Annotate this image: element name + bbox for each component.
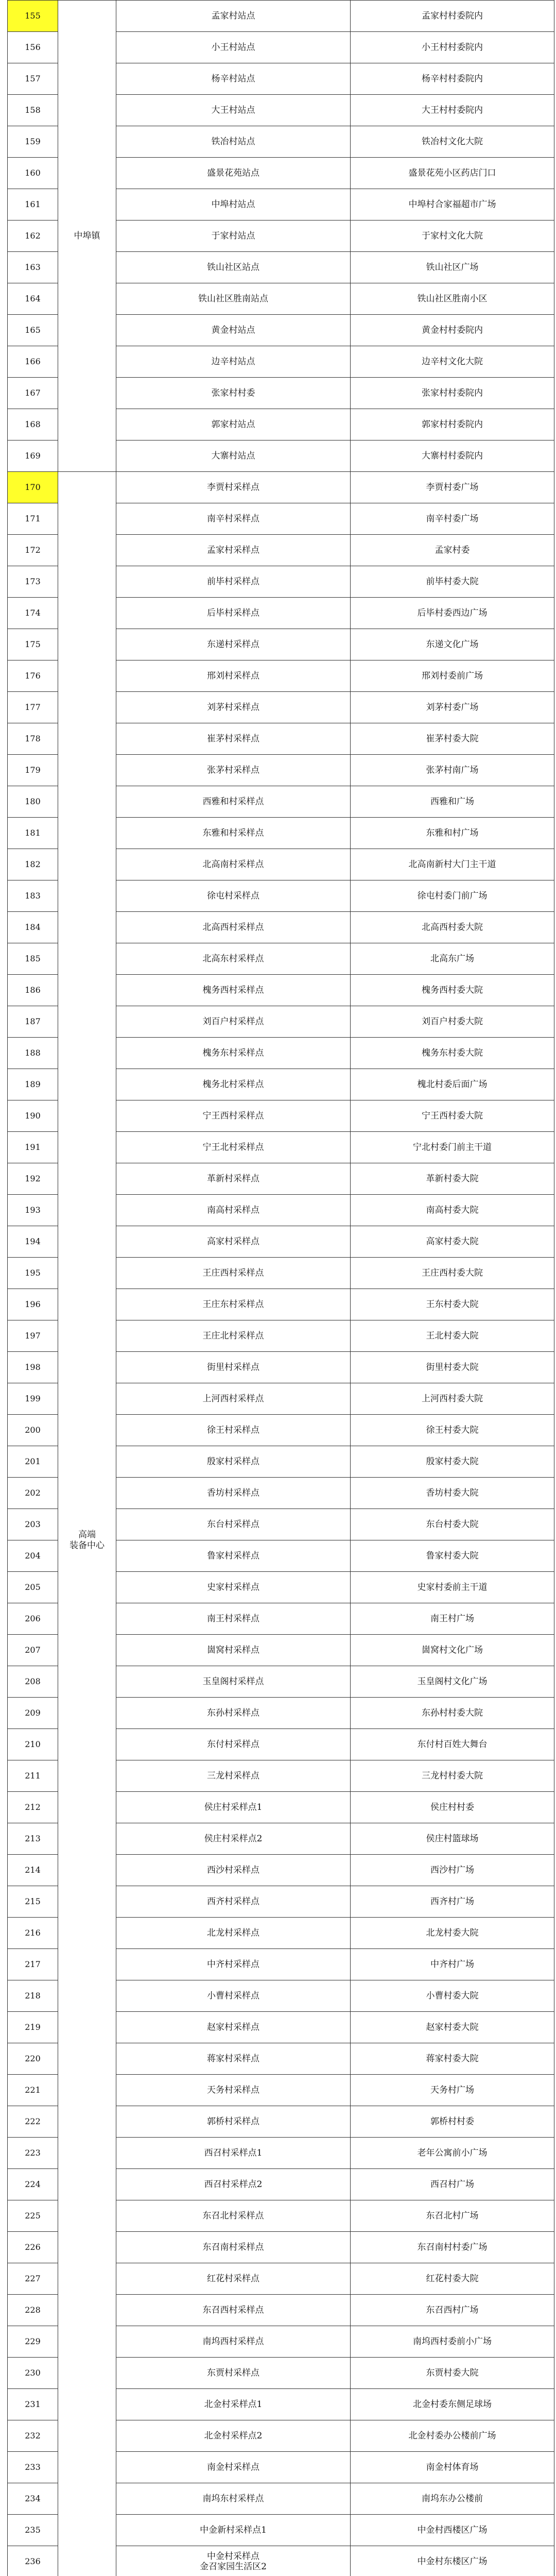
site-name-cell: 北龙村采样点 (116, 1918, 351, 1949)
site-address-cell: 南高村委大院 (351, 1195, 554, 1226)
row-number: 211 (8, 1760, 58, 1792)
site-address-cell: 东贾村委大院 (351, 2358, 554, 2389)
site-name-cell: 槐务北村采样点 (116, 1069, 351, 1100)
row-number: 176 (8, 660, 58, 692)
site-address-cell: 徐王村委大院 (351, 1415, 554, 1446)
row-number: 187 (8, 1006, 58, 1038)
row-number: 174 (8, 598, 58, 629)
site-address-cell: 孟家村委 (351, 535, 554, 566)
site-name-cell: 中金新村采样点1 (116, 2515, 351, 2546)
site-name-cell: 邢刘村采样点 (116, 660, 351, 692)
row-number: 202 (8, 1478, 58, 1509)
site-address-cell: 小王村村委院内 (351, 32, 554, 63)
row-number: 201 (8, 1446, 58, 1478)
site-address-cell: 邢刘村委前广场 (351, 660, 554, 692)
row-number: 162 (8, 221, 58, 252)
row-number: 214 (8, 1855, 58, 1886)
table-row (8, 1, 554, 32)
site-address-cell: 中金村东楼区广场 (351, 2546, 554, 2576)
site-address-cell: 铁山社区胜南小区 (351, 283, 554, 315)
site-name-cell: 铁山社区站点 (116, 252, 351, 283)
site-name-cell: 徐屯村采样点 (116, 880, 351, 912)
site-name-cell: 中埠村站点 (116, 189, 351, 221)
row-number: 186 (8, 975, 58, 1006)
site-name-cell: 鲁家村采样点 (116, 1540, 351, 1572)
site-address-cell: 北高东广场 (351, 943, 554, 975)
row-number: 167 (8, 378, 58, 409)
site-address-cell: 东召南村村委广场 (351, 2232, 554, 2263)
row-number: 157 (8, 63, 58, 95)
row-number: 179 (8, 755, 58, 786)
site-address-cell: 崮窝村文化广场 (351, 1635, 554, 1666)
town-cell: 高端 装备中心 (58, 472, 116, 2576)
row-number: 230 (8, 2358, 58, 2389)
site-address-cell: 张家村村委院内 (351, 378, 554, 409)
site-address-cell: 宁王西村委大院 (351, 1100, 554, 1132)
row-number: 161 (8, 189, 58, 221)
row-number: 165 (8, 315, 58, 346)
row-number: 177 (8, 692, 58, 723)
site-address-cell: 边辛村文化大院 (351, 346, 554, 378)
site-name-cell: 东召西村采样点 (116, 2295, 351, 2326)
site-name-cell: 黄金村站点 (116, 315, 351, 346)
row-number-highlighted: 170 (8, 472, 58, 503)
table-body (8, 1, 554, 2576)
site-address-cell: 东召西村广场 (351, 2295, 554, 2326)
site-name-cell: 槐务西村采样点 (116, 975, 351, 1006)
site-name-cell: 张茅村采样点 (116, 755, 351, 786)
site-name-cell: 崔茅村采样点 (116, 723, 351, 755)
site-name-cell: 东召北村采样点 (116, 2200, 351, 2232)
site-address-cell: 崔茅村委大院 (351, 723, 554, 755)
site-name-cell: 东雅和村采样点 (116, 818, 351, 849)
site-address-cell: 蒋家村委大院 (351, 2043, 554, 2075)
row-number: 171 (8, 503, 58, 535)
site-address-cell: 槐务东村委大院 (351, 1038, 554, 1069)
row-number: 159 (8, 126, 58, 158)
site-name-cell: 革新村采样点 (116, 1163, 351, 1195)
site-name-cell: 王庄东村采样点 (116, 1289, 351, 1320)
site-name-cell: 三龙村采样点 (116, 1760, 351, 1792)
row-number: 178 (8, 723, 58, 755)
site-address-cell: 南王村广场 (351, 1603, 554, 1635)
town-cell: 中埠镇 (58, 1, 116, 472)
site-address-cell: 前毕村委大院 (351, 566, 554, 598)
row-number: 183 (8, 880, 58, 912)
site-name-cell: 后毕村采样点 (116, 598, 351, 629)
sampling-site-table (7, 0, 554, 2576)
site-address-cell: 黄金村村委院内 (351, 315, 554, 346)
site-address-cell: 槐北村委后面广场 (351, 1069, 554, 1100)
site-address-cell: 南坞东办公楼前 (351, 2483, 554, 2515)
row-number: 236 (8, 2546, 58, 2576)
row-number: 229 (8, 2326, 58, 2358)
row-number: 210 (8, 1729, 58, 1760)
site-name-cell: 孟家村采样点 (116, 535, 351, 566)
site-address-cell: 西沙村广场 (351, 1855, 554, 1886)
row-number: 233 (8, 2452, 58, 2483)
row-number: 217 (8, 1949, 58, 1980)
row-number: 168 (8, 409, 58, 440)
site-address-cell: 南金村体育场 (351, 2452, 554, 2483)
site-address-cell: 东雅和村广场 (351, 818, 554, 849)
row-number: 172 (8, 535, 58, 566)
site-name-cell: 南坞东村采样点 (116, 2483, 351, 2515)
site-address-cell: 东付村百姓大舞台 (351, 1729, 554, 1760)
row-number: 190 (8, 1100, 58, 1132)
site-name-cell: 刘百户村采样点 (116, 1006, 351, 1038)
row-number: 231 (8, 2389, 58, 2420)
row-number: 218 (8, 1980, 58, 2012)
site-name-cell: 东孙村采样点 (116, 1698, 351, 1729)
site-name-cell: 西沙村采样点 (116, 1855, 351, 1886)
site-address-cell: 郭桥村村委 (351, 2106, 554, 2138)
row-number: 156 (8, 32, 58, 63)
site-name-cell: 南王村采样点 (116, 1603, 351, 1635)
row-number: 200 (8, 1415, 58, 1446)
site-name-cell: 宁王北村采样点 (116, 1132, 351, 1163)
site-name-cell: 西召村采样点2 (116, 2169, 351, 2200)
row-number: 195 (8, 1258, 58, 1289)
site-address-cell: 郭家村村委院内 (351, 409, 554, 440)
site-name-cell: 上河西村采样点 (116, 1383, 351, 1415)
site-name-cell: 王庄北村采样点 (116, 1320, 351, 1352)
row-number: 166 (8, 346, 58, 378)
site-address-cell: 北龙村委大院 (351, 1918, 554, 1949)
row-number-highlighted: 155 (8, 1, 58, 32)
site-name-cell: 殷家村采样点 (116, 1446, 351, 1478)
site-address-cell: 三龙村村委大院 (351, 1760, 554, 1792)
site-address-cell: 南坞西村委前小广场 (351, 2326, 554, 2358)
site-name-cell: 大王村站点 (116, 95, 351, 126)
row-number: 225 (8, 2200, 58, 2232)
site-address-cell: 宁北村委门前主干道 (351, 1132, 554, 1163)
site-address-cell: 铁冶村文化大院 (351, 126, 554, 158)
site-address-cell: 王东村委大院 (351, 1289, 554, 1320)
site-name-cell: 王庄西村采样点 (116, 1258, 351, 1289)
row-number: 220 (8, 2043, 58, 2075)
site-name-cell: 张家村村委 (116, 378, 351, 409)
site-address-cell: 北高南新村大门主干道 (351, 849, 554, 880)
row-number: 192 (8, 1163, 58, 1195)
site-name-cell: 孟家村站点 (116, 1, 351, 32)
site-name-cell: 街里村采样点 (116, 1352, 351, 1383)
row-number: 203 (8, 1509, 58, 1540)
site-name-cell: 天务村采样点 (116, 2075, 351, 2106)
site-name-cell: 史家村采样点 (116, 1572, 351, 1603)
row-number: 191 (8, 1132, 58, 1163)
site-address-cell: 王庄西村委大院 (351, 1258, 554, 1289)
site-name-cell: 东台村采样点 (116, 1509, 351, 1540)
row-number: 219 (8, 2012, 58, 2043)
table-row (8, 472, 554, 503)
site-address-cell: 盛景花苑小区药店门口 (351, 158, 554, 189)
site-address-cell: 杨辛村村委院内 (351, 63, 554, 95)
site-address-cell: 中齐村广场 (351, 1949, 554, 1980)
row-number: 204 (8, 1540, 58, 1572)
site-address-cell: 于家村文化大院 (351, 221, 554, 252)
site-address-cell: 赵家村委大院 (351, 2012, 554, 2043)
row-number: 228 (8, 2295, 58, 2326)
site-address-cell: 徐屯村委门前广场 (351, 880, 554, 912)
site-address-cell: 鲁家村委大院 (351, 1540, 554, 1572)
site-name-cell: 东付村采样点 (116, 1729, 351, 1760)
row-number: 197 (8, 1320, 58, 1352)
site-address-cell: 侯庄村村委 (351, 1792, 554, 1823)
site-name-cell: 小王村站点 (116, 32, 351, 63)
site-address-cell: 西齐村广场 (351, 1886, 554, 1918)
row-number: 223 (8, 2138, 58, 2169)
site-name-cell: 红花村采样点 (116, 2263, 351, 2295)
site-address-cell: 侯庄村篮球场 (351, 1823, 554, 1855)
site-name-cell: 南高村采样点 (116, 1195, 351, 1226)
row-number: 188 (8, 1038, 58, 1069)
site-name-cell: 小曹村采样点 (116, 1980, 351, 2012)
row-number: 227 (8, 2263, 58, 2295)
row-number: 181 (8, 818, 58, 849)
row-number: 194 (8, 1226, 58, 1258)
site-address-cell: 铁山社区广场 (351, 252, 554, 283)
site-name-cell: 香坊村采样点 (116, 1478, 351, 1509)
row-number: 173 (8, 566, 58, 598)
site-name-cell: 大寨村站点 (116, 440, 351, 472)
site-address-cell: 孟家村村委院内 (351, 1, 554, 32)
site-address-cell: 北高西村委大院 (351, 912, 554, 943)
site-address-cell: 北金村委东侧足球场 (351, 2389, 554, 2420)
site-address-cell: 东孙村村委大院 (351, 1698, 554, 1729)
row-number: 221 (8, 2075, 58, 2106)
site-name-cell: 盛景花苑站点 (116, 158, 351, 189)
row-number: 226 (8, 2232, 58, 2263)
site-address-cell: 史家村委前主干道 (351, 1572, 554, 1603)
row-number: 180 (8, 786, 58, 818)
row-number: 185 (8, 943, 58, 975)
row-number: 208 (8, 1666, 58, 1698)
site-name-cell: 北高西村采样点 (116, 912, 351, 943)
site-name-cell: 徐王村采样点 (116, 1415, 351, 1446)
site-name-cell: 刘茅村采样点 (116, 692, 351, 723)
site-address-cell: 东递文化广场 (351, 629, 554, 660)
site-name-cell: 崮窝村采样点 (116, 1635, 351, 1666)
site-name-cell: 东召南村采样点 (116, 2232, 351, 2263)
site-address-cell: 天务村广场 (351, 2075, 554, 2106)
row-number: 163 (8, 252, 58, 283)
row-number: 235 (8, 2515, 58, 2546)
row-number: 189 (8, 1069, 58, 1100)
site-name-cell: 南辛村采样点 (116, 503, 351, 535)
site-address-cell: 张茅村南广场 (351, 755, 554, 786)
row-number: 184 (8, 912, 58, 943)
site-address-cell: 李贾村委广场 (351, 472, 554, 503)
row-number: 193 (8, 1195, 58, 1226)
site-address-cell: 玉皇阁村文化广场 (351, 1666, 554, 1698)
site-name-cell: 郭桥村采样点 (116, 2106, 351, 2138)
site-address-cell: 中埠村合家福超市广场 (351, 189, 554, 221)
site-name-cell: 北高南村采样点 (116, 849, 351, 880)
site-address-cell: 刘百户村委大院 (351, 1006, 554, 1038)
site-address-cell: 红花村委大院 (351, 2263, 554, 2295)
row-number: 175 (8, 629, 58, 660)
site-address-cell: 老年公寓前小广场 (351, 2138, 554, 2169)
site-address-cell: 中金村西楼区广场 (351, 2515, 554, 2546)
row-number: 205 (8, 1572, 58, 1603)
site-name-cell: 杨辛村站点 (116, 63, 351, 95)
site-name-cell: 蒋家村采样点 (116, 2043, 351, 2075)
site-address-cell: 上河西村委大院 (351, 1383, 554, 1415)
row-number: 182 (8, 849, 58, 880)
site-name-cell: 中金村采样点 金召家园生活区2 (116, 2546, 351, 2576)
site-address-cell: 东召北村广场 (351, 2200, 554, 2232)
site-address-cell: 南辛村委广场 (351, 503, 554, 535)
row-number: 164 (8, 283, 58, 315)
site-name-cell: 北金村采样点2 (116, 2420, 351, 2452)
site-name-cell: 西齐村采样点 (116, 1886, 351, 1918)
site-name-cell: 北高东村采样点 (116, 943, 351, 975)
site-name-cell: 侯庄村采样点2 (116, 1823, 351, 1855)
site-name-cell: 高家村采样点 (116, 1226, 351, 1258)
row-number: 215 (8, 1886, 58, 1918)
site-name-cell: 铁山社区胜南站点 (116, 283, 351, 315)
site-address-cell: 殷家村委大院 (351, 1446, 554, 1478)
row-number: 212 (8, 1792, 58, 1823)
site-address-cell: 刘茅村委广场 (351, 692, 554, 723)
site-name-cell: 西召村采样点1 (116, 2138, 351, 2169)
row-number: 158 (8, 95, 58, 126)
site-name-cell: 南坞西村采样点 (116, 2326, 351, 2358)
site-name-cell: 宁王西村采样点 (116, 1100, 351, 1132)
site-name-cell: 槐务东村采样点 (116, 1038, 351, 1069)
site-name-cell: 玉皇阁村采样点 (116, 1666, 351, 1698)
row-number: 232 (8, 2420, 58, 2452)
row-number: 206 (8, 1603, 58, 1635)
site-address-cell: 小曹村委大院 (351, 1980, 554, 2012)
site-name-cell: 赵家村采样点 (116, 2012, 351, 2043)
site-name-cell: 东贾村采样点 (116, 2358, 351, 2389)
site-name-cell: 侯庄村采样点1 (116, 1792, 351, 1823)
row-number: 213 (8, 1823, 58, 1855)
site-name-cell: 于家村站点 (116, 221, 351, 252)
row-number: 209 (8, 1698, 58, 1729)
site-name-cell: 南金村采样点 (116, 2452, 351, 2483)
row-number: 199 (8, 1383, 58, 1415)
site-address-cell: 东台村委大院 (351, 1509, 554, 1540)
site-address-cell: 高家村委大院 (351, 1226, 554, 1258)
row-number: 216 (8, 1918, 58, 1949)
row-number: 169 (8, 440, 58, 472)
site-name-cell: 前毕村采样点 (116, 566, 351, 598)
site-name-cell: 李贾村采样点 (116, 472, 351, 503)
site-address-cell: 大王村村委院内 (351, 95, 554, 126)
row-number: 224 (8, 2169, 58, 2200)
site-address-cell: 槐务西村委大院 (351, 975, 554, 1006)
site-address-cell: 西召村广场 (351, 2169, 554, 2200)
site-address-cell: 王北村委大院 (351, 1320, 554, 1352)
row-number: 198 (8, 1352, 58, 1383)
site-address-cell: 后毕村委西边广场 (351, 598, 554, 629)
site-name-cell: 铁冶村站点 (116, 126, 351, 158)
row-number: 222 (8, 2106, 58, 2138)
row-number: 207 (8, 1635, 58, 1666)
site-address-cell: 北金村委办公楼前广场 (351, 2420, 554, 2452)
site-name-cell: 东递村采样点 (116, 629, 351, 660)
row-number: 234 (8, 2483, 58, 2515)
site-name-cell: 郭家村站点 (116, 409, 351, 440)
site-name-cell: 中齐村采样点 (116, 1949, 351, 1980)
site-address-cell: 革新村委大院 (351, 1163, 554, 1195)
row-number: 196 (8, 1289, 58, 1320)
site-address-cell: 西雅和广场 (351, 786, 554, 818)
site-address-cell: 街里村委大院 (351, 1352, 554, 1383)
row-number: 160 (8, 158, 58, 189)
site-address-cell: 香坊村委大院 (351, 1478, 554, 1509)
sampling-site-table-sheet (7, 0, 554, 2576)
site-name-cell: 边辛村站点 (116, 346, 351, 378)
site-name-cell: 北金村采样点1 (116, 2389, 351, 2420)
site-address-cell: 大寨村村委院内 (351, 440, 554, 472)
site-name-cell: 西雅和村采样点 (116, 786, 351, 818)
